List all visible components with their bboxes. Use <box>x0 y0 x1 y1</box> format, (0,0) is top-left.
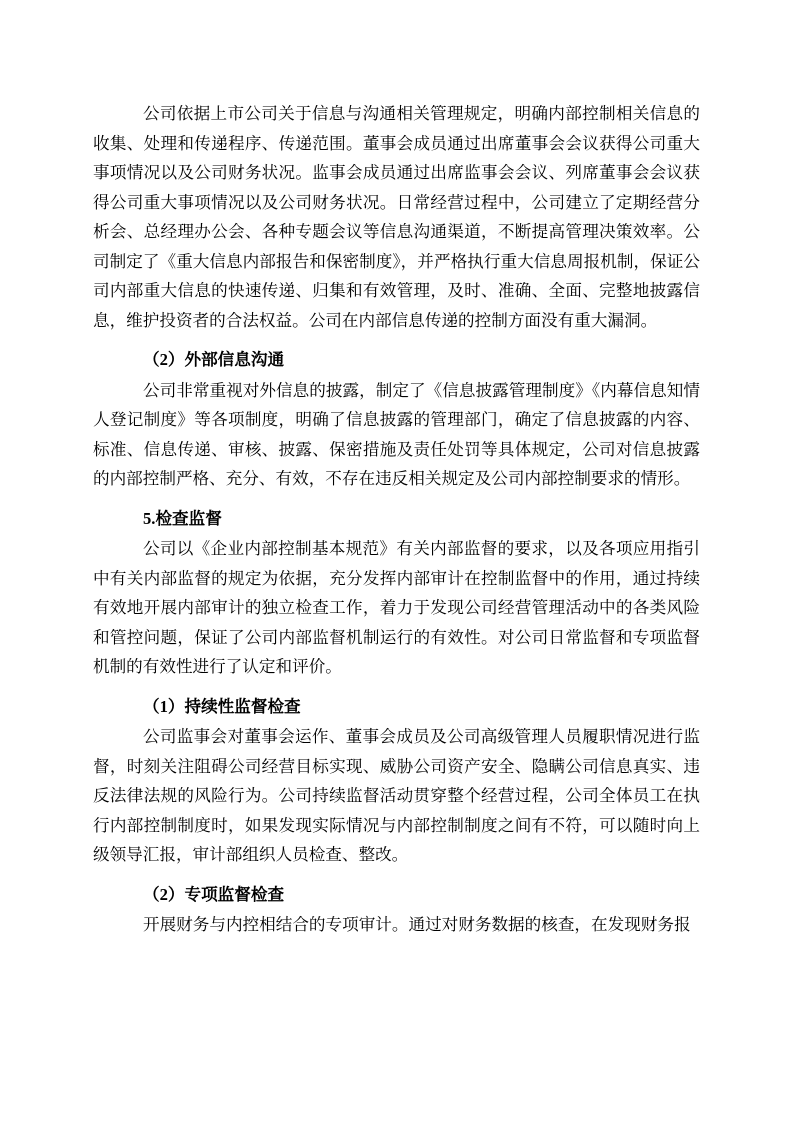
body-paragraph-internal-information-communication: 公司依据上市公司关于信息与沟通相关管理规定，明确内部控制相关信息的收集、处理和传递程序、传递范围。董事会成员通过出席董事会会议获得公司重大事项情况以及公司财务状况。监事会成员通过出席监事会会议、列席董事会会议获得公司重大事项情况以及公司财务状况。日常经营过程中，公司建立了定期经营分析会、总经理办公会、各种专题会议等信息沟通渠道，不断提高管理决策效率。公司制定了《重大信息内部报告和保密制度》，并严格执行重大信息周报机制，保证公司内部重大信息的快速传递、归集和有效管理，及时、准确、全面、完整地披露信息，维护投资者的合法权益。公司在内部信息传递的控制方面没有重大漏洞。 <box>93 104 700 330</box>
body-paragraph-supervisory-board-monitoring: 公司监事会对董事会运作、董事会成员及公司高级管理人员履职情况进行监督，时刻关注阻碍公司经营目标实现、威胁公司资产安全、隐瞒公司信息真实、违反法律法规的风险行为。公司持续监督活动贯穿整个经营过程，公司全体员工在执行内部控制制度时，如果发现实际情况与内部控制制度之间有不符，可以随时向上级领导汇报，审计部组织人员检查、整改。 <box>93 727 700 864</box>
body-paragraph-special-audit: 开展财务与内控相结合的专项审计。通过对财务数据的核查，在发现财务报 <box>143 915 691 934</box>
body-paragraph-external-information-disclosure: 公司非常重视对外信息的披露，制定了《信息披露管理制度》《内幕信息知情人登记制度》等各项制度，明确了信息披露的管理部门，确定了信息披露的内容、标准、信息传递、审核、披露、保密措施及责任处罚等具体规定，公司对信息披露的内部控制严格、充分、有效，不存在违反相关规定及公司内部控制要求的情形。 <box>93 380 700 488</box>
heading-inspection-supervision: 5.检查监督 <box>143 508 222 528</box>
body-paragraph-internal-supervision: 公司以《企业内部控制基本规范》有关内部监督的要求，以及各项应用指引中有关内部监督的规定为依据，充分发挥内部审计在控制监督中的作用，通过持续有效地开展内部审计的独立检查工作，着力于发现公司经营管理活动中的各类风险和管控问题，保证了公司内部监督机制运行的有效性。对公司日常监督和专项监督机制的有效性进行了认定和评价。 <box>93 539 700 676</box>
heading-external-information-communication: （2）外部信息沟通 <box>143 350 285 369</box>
heading-special-supervision-inspection: （2）专项监督检查 <box>143 884 285 904</box>
heading-continuous-supervision-inspection: （1）持续性监督检查 <box>143 696 301 716</box>
